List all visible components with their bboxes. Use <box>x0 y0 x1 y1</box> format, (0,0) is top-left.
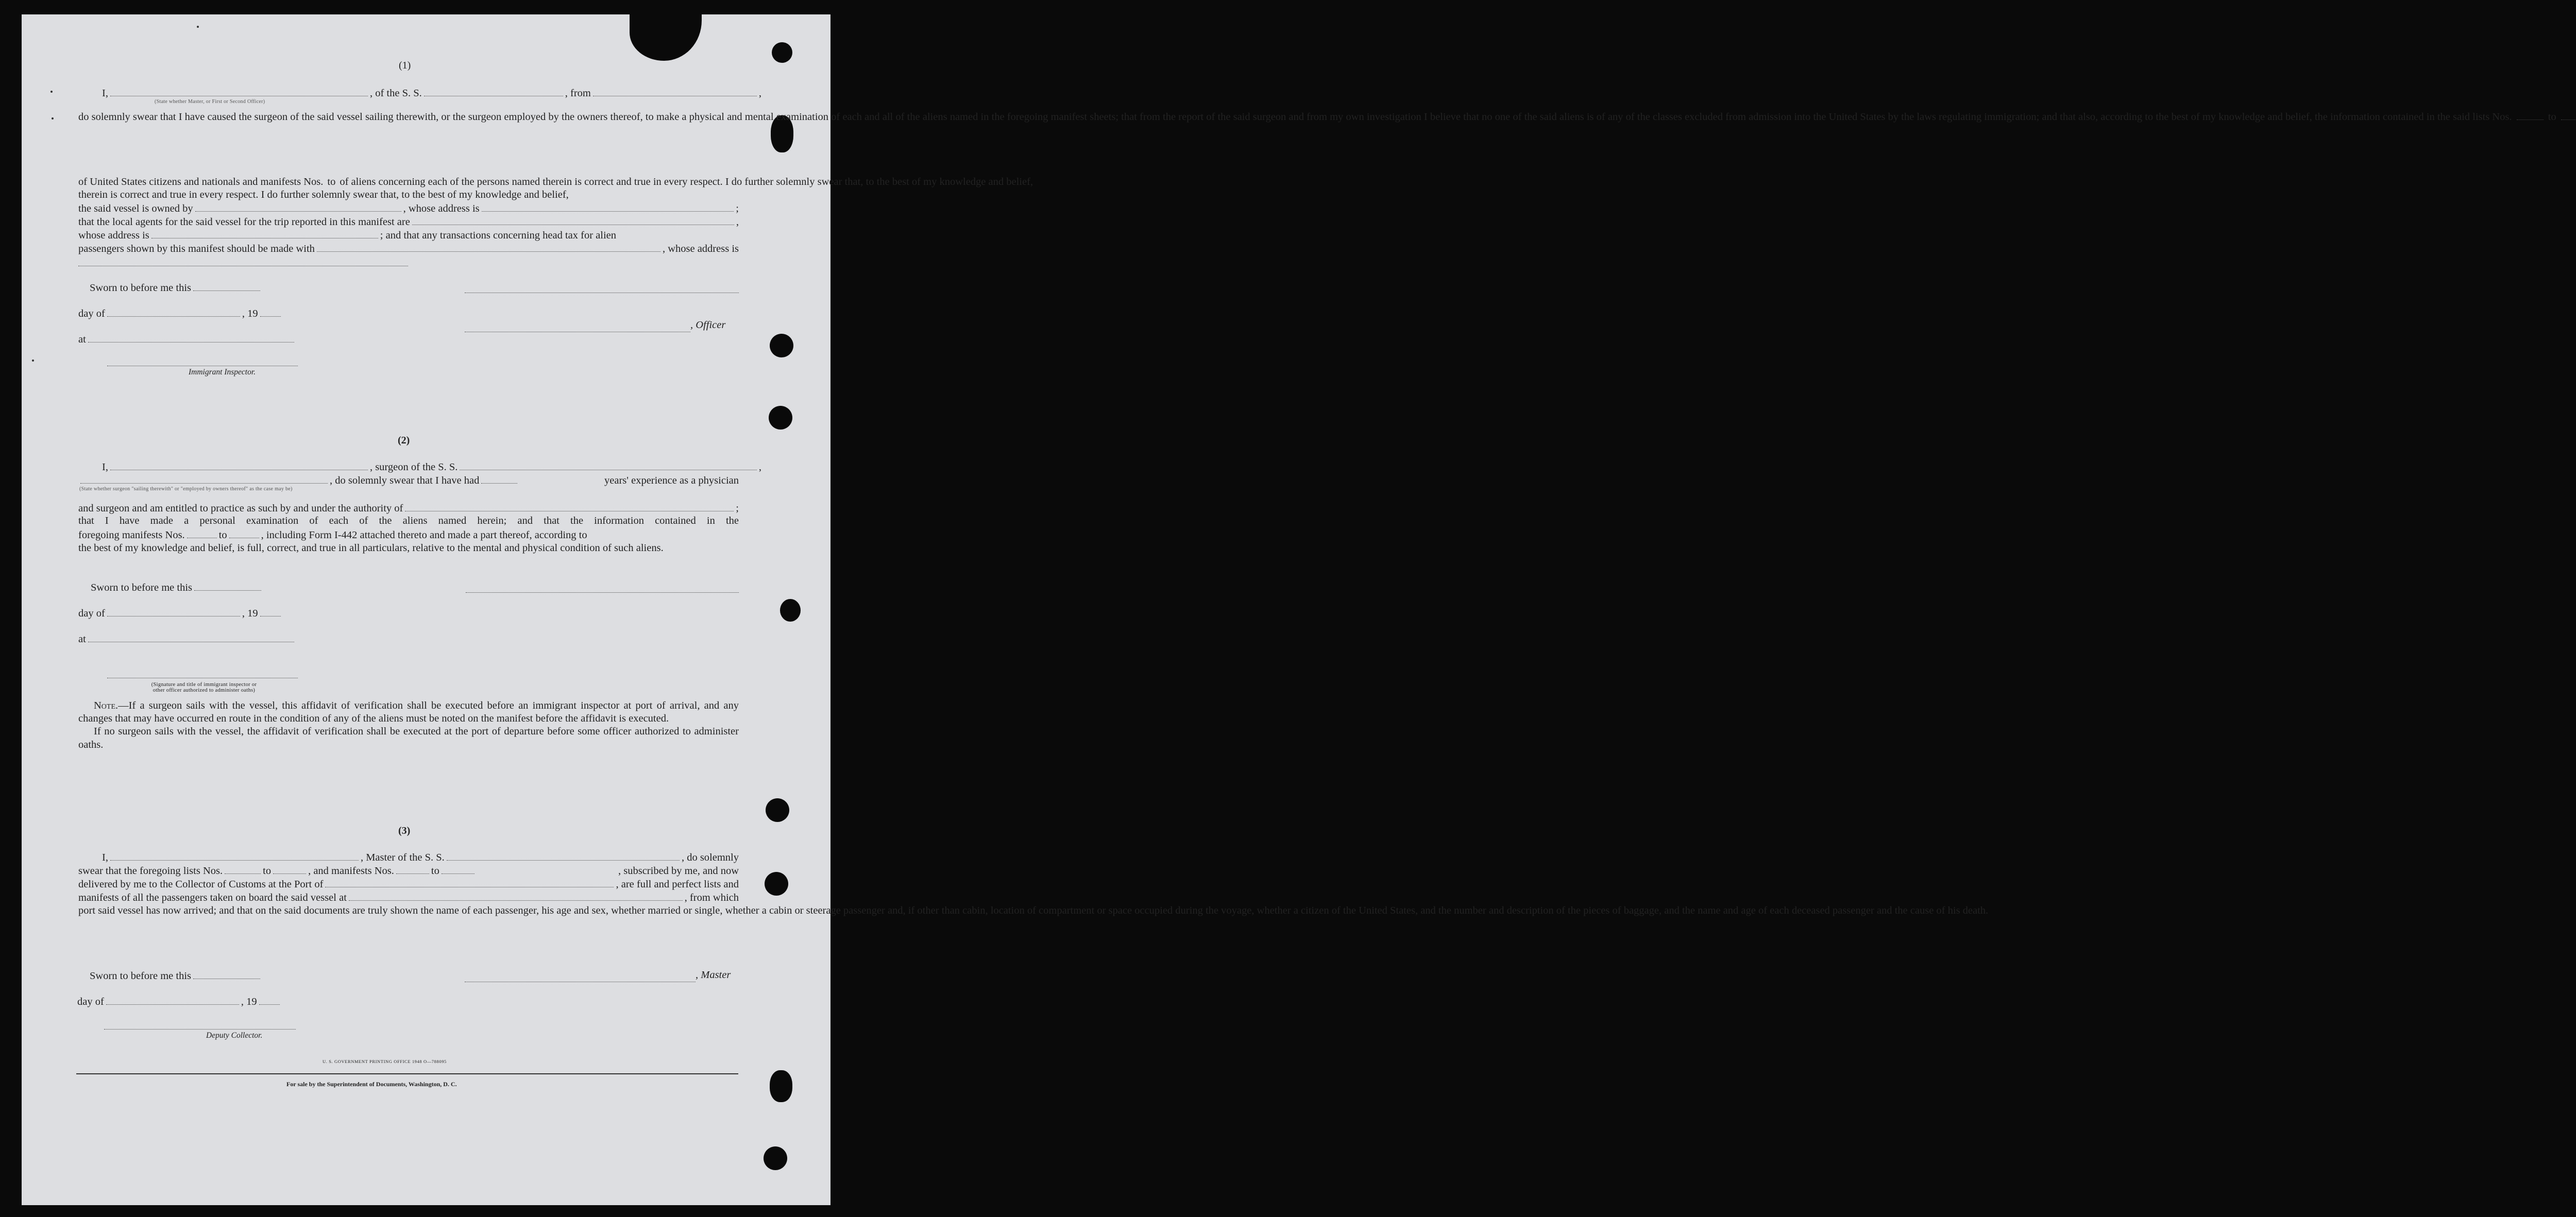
place-blank[interactable] <box>88 632 294 642</box>
address-label: whose address is <box>78 230 149 241</box>
to-label: to <box>263 865 272 877</box>
i-label: I, <box>102 852 108 863</box>
lists-to-blank[interactable] <box>273 864 306 874</box>
manifests-to-blank[interactable] <box>229 528 259 538</box>
master-signature-line[interactable] <box>465 283 739 293</box>
punch-hole <box>770 1070 792 1102</box>
lists-from-blank[interactable] <box>225 864 261 874</box>
surgeon-of-ss-label: , surgeon of the S. S. <box>369 461 458 473</box>
from-which-label: , from which <box>684 892 739 903</box>
year-blank[interactable] <box>260 307 281 317</box>
agents-address-blank[interactable] <box>151 229 378 238</box>
punch-hole <box>769 406 792 430</box>
owner-blank[interactable] <box>195 202 401 212</box>
sale-note: For sale by the Superintendent of Documents, Washington, D. C. <box>286 1081 457 1088</box>
comma: , <box>758 88 761 99</box>
note-text-1: —If a surgeon sails with the vessel, this affidavit of verification shall be executed before an immigrant inspector at port of arrival, and any changes that may have occurred en route in the condition of any of the aliens must be noted on the manifest before the affidavit is executed. <box>78 700 739 725</box>
semicolon: ; <box>736 203 739 214</box>
sworn-label: Sworn to before me this <box>90 282 191 294</box>
lists-to-blank[interactable] <box>2561 110 2576 120</box>
belief-text: the best of my knowledge and belief, is full, correct, and true in all particulars, relative to the mental and physical condition of such aliens. <box>78 542 664 554</box>
section-3-body: port said vessel has now arrived; and that on the said documents are truly shown the name of each passenger, his age and sex, whether married or single, whether a cabin or steerage passenger and, if other than cabin, location of compartment or space occupied during the voyage, whether a citizen of the United States, and the number and description of the pieces of baggage, and the name and age of each deceased passenger and the cause of his death. <box>78 905 1989 916</box>
of-ss-label: , of the S. S. <box>369 88 422 99</box>
day-of-label: day of <box>78 308 105 319</box>
day-of-label: day of <box>78 608 105 619</box>
master-vessel-blank[interactable] <box>447 851 680 861</box>
owned-by-label: the said vessel is owned by <box>78 203 193 214</box>
comma: , <box>758 461 761 473</box>
inspector-label: Immigrant Inspector. <box>189 368 256 376</box>
passengers-label: passengers shown by this manifest should be made with <box>78 243 315 254</box>
punch-hole <box>780 599 801 622</box>
owner-address-blank[interactable] <box>482 202 734 212</box>
address-label: , whose address is <box>403 203 480 214</box>
punch-hole <box>764 1146 787 1170</box>
local-agents-label: that the local agents for the said vessel for the trip reported in this manifest are <box>78 216 410 228</box>
master-name-blank[interactable] <box>110 851 359 861</box>
manifests-all-label: manifests of all the passengers taken on board the said vessel at <box>78 892 347 903</box>
years-label: years' experience as a physician <box>604 475 739 486</box>
name-blank[interactable] <box>110 87 368 96</box>
master-caption: (State whether Master, or First or Second Officer) <box>155 99 265 105</box>
signature-caption-line-1: (Signature and title of immigrant inspector or <box>151 682 257 688</box>
master-signature-line[interactable] <box>465 972 696 982</box>
punch-hole <box>765 872 788 896</box>
section-1-number: (1) <box>399 60 411 71</box>
note-text-2: If no surgeon sails with the vessel, the affidavit of verification shall be executed at the port of departure before some officer authorized to administer oaths. <box>78 726 739 750</box>
body-text: do solemnly swear that I have caused the surgeon of the said vessel sailing therewith, or the surgeon employed by the owners thereof, to make a physical and mental examination of each and all of the aliens named in the foregoing manifest sheets; that from the report of the said surgeon and from my own investigation I believe that no one of the said aliens is of any of the classes excluded from admission into the United States by the laws regulating immigration; and that also, according to the best of my knowledge and belief, the information contained in the said lists Nos. <box>78 111 2512 123</box>
aliens-text: of aliens concerning each of the persons named therein is correct and true in every respect. I do further solemnly swear that, to the best of my knowledge and belief, <box>340 176 1033 187</box>
master-of-ss-label: , Master of the S. S. <box>360 852 445 863</box>
to-label: to <box>218 529 227 541</box>
section-2-number: (2) <box>398 435 410 446</box>
therein-text: therein is correct and true in every respect. I do further solemnly swear that, to the best of my knowledge and belief, <box>78 189 569 200</box>
and-manifests-label: , and manifests Nos. <box>308 865 394 877</box>
manifests-from-blank[interactable] <box>187 528 217 538</box>
gpo-imprint: U. S. GOVERNMENT PRINTING OFFICE 1948 O—788095 <box>323 1059 447 1064</box>
form-text: , including Form I-442 attached thereto and made a part thereof, according to <box>261 529 587 541</box>
manifests-to-blank[interactable] <box>442 864 474 874</box>
foregoing-label: foregoing manifests Nos. <box>78 529 185 541</box>
manifests-from-blank[interactable] <box>396 864 429 874</box>
signature-caption <box>111 682 297 693</box>
to-label: to <box>2548 111 2556 123</box>
deputy-label: Deputy Collector. <box>206 1031 263 1040</box>
year-label: , 19 <box>241 996 257 1007</box>
month-blank[interactable] <box>106 995 239 1005</box>
torn-corner <box>630 14 702 61</box>
section-3-number: (3) <box>398 825 411 836</box>
head-tax-address-blank[interactable] <box>78 256 408 266</box>
form-page <box>22 14 2556 1205</box>
do-swear-text: , do solemnly swear that I have had <box>330 475 480 486</box>
year-blank[interactable] <box>260 607 281 616</box>
sworn-day-blank[interactable] <box>194 581 261 591</box>
agents-blank[interactable] <box>412 215 734 225</box>
from-label: , from <box>565 88 591 99</box>
port-blank[interactable] <box>325 878 614 887</box>
from-blank[interactable] <box>593 87 757 96</box>
punch-hole <box>766 798 789 822</box>
surgeon-name-blank[interactable] <box>110 460 368 470</box>
authority-label: and surgeon and am entitled to practice as such by and under the authority of <box>78 503 403 514</box>
to-label: to <box>431 865 439 877</box>
lists-from-blank[interactable] <box>2517 110 2544 120</box>
subscribed-label: , subscribed by me, and now <box>618 865 739 877</box>
i-label: I, <box>102 461 108 473</box>
note-label: Note. <box>94 700 118 711</box>
comma: , <box>736 216 739 228</box>
at-label: at <box>78 633 86 645</box>
officer-signature-line[interactable] <box>465 322 690 332</box>
delivered-label: delivered by me to the Collector of Customs at the Port of <box>78 879 324 890</box>
swear-lists-label: swear that the foregoing lists Nos. <box>78 865 223 877</box>
deputy-signature-line[interactable] <box>104 1020 296 1030</box>
vessel-blank[interactable] <box>424 87 563 96</box>
surgeon-status-blank[interactable] <box>80 474 328 484</box>
examination-text: that I have made a personal examination of each of the aliens named herein; and that the information contained in the <box>78 515 739 526</box>
authority-blank[interactable] <box>405 502 734 511</box>
head-tax-party-blank[interactable] <box>317 242 660 252</box>
i-label: I, <box>102 88 108 99</box>
sworn-day-blank[interactable] <box>193 281 260 291</box>
month-blank[interactable] <box>107 607 240 616</box>
full-lists-label: , are full and perfect lists and <box>616 879 739 890</box>
officer-label: , Officer <box>690 319 726 331</box>
inspector-signature-line[interactable] <box>107 669 298 678</box>
section-1-body <box>78 110 2556 124</box>
to-label: to <box>327 176 336 187</box>
surgeon-vessel-blank[interactable] <box>460 460 756 470</box>
semicolon: ; <box>736 503 739 514</box>
punch-hole <box>772 42 792 63</box>
surgeon-signature-line[interactable] <box>466 583 739 593</box>
sworn-label: Sworn to before me this <box>91 582 192 593</box>
years-blank[interactable] <box>481 474 517 484</box>
year-blank[interactable] <box>259 995 280 1005</box>
at-label: at <box>78 334 86 345</box>
punch-hole <box>770 334 793 357</box>
head-tax-text: ; and that any transactions concerning head tax for alien <box>380 230 617 241</box>
master-label: , Master <box>696 969 731 981</box>
surgeon-caption: (State whether surgeon "sailing therewith" or "employed by owners thereof" as the case may be) <box>79 486 293 492</box>
year-label: , 19 <box>242 308 258 319</box>
departure-port-blank[interactable] <box>349 891 683 901</box>
address-label: , whose address is <box>662 243 739 254</box>
do-solemnly-label: , do solemnly <box>681 852 739 863</box>
sworn-label: Sworn to before me this <box>90 970 191 982</box>
month-blank[interactable] <box>107 307 240 317</box>
inspector-signature-line[interactable] <box>107 356 298 366</box>
sworn-day-blank[interactable] <box>193 969 260 979</box>
manifests-label: of United States citizens and nationals and manifests Nos. <box>78 176 324 187</box>
day-of-label: day of <box>77 996 104 1007</box>
note-block <box>78 699 739 751</box>
footer-rule <box>76 1073 738 1074</box>
year-label: , 19 <box>242 608 258 619</box>
signature-caption-line-2: other officer authorized to administer oaths) <box>152 688 256 693</box>
place-blank[interactable] <box>88 333 294 342</box>
